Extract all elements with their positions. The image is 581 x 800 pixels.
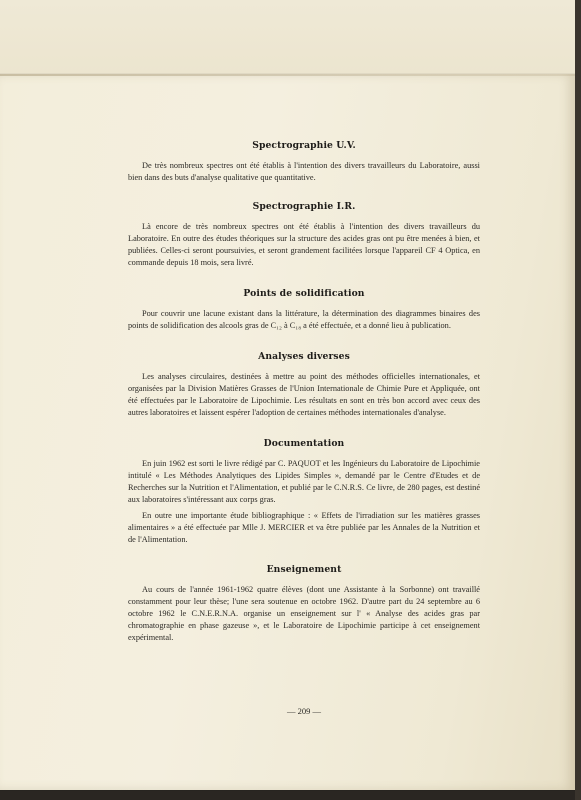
section-documentation [128, 438, 480, 546]
page-content [128, 140, 480, 648]
section-paragraph: De très nombreux spectres ont été établis à l'intention des divers travailleurs du Laboratoire, aussi bien dans des buts d'analyse qualitative que quantitative. [128, 161, 480, 182]
section-paragraph: Pour couvrir une lacune existant dans la littérature, la détermination des diagrammes binaires des points de solidification des alcools gras de C₁₂ à C₁₈ a été effectuée, et a donné lieu à publication. [128, 309, 480, 330]
section-title: Spectrographie U.V. [252, 140, 356, 151]
page-top-edge [0, 0, 581, 74]
section-title: Points de solidification [243, 288, 365, 299]
section-analyses-diverses [128, 351, 480, 419]
section-paragraph: Les analyses circulaires, destinées à mettre au point des méthodes officielles internationales, et organisées par la Division Matières Grasses de l'Union Internationale de Chimie Pure et Appliquée, ont été effectuées par le Laboratoire de Lipochimie. Les résultats en sont en très bon accord avec ceux des autres laboratoires et laissent espérer l'adoption de certaines méthodes internationales d'analyse. [128, 372, 480, 417]
section-spectrographie-uv [128, 140, 480, 184]
section-title: Documentation [263, 438, 345, 449]
section-points-solidification [128, 288, 480, 332]
section-title: Analyses diverses [258, 351, 350, 362]
page-number: — 209 — [287, 706, 321, 716]
scan-right-edge [575, 0, 581, 800]
section-paragraph: Au cours de l'année 1961-1962 quatre élèves (dont une Assistante à la Sorbonne) ont travaillé constamment pour leur thèse; l'une sera soutenue en octobre 1962. D'autre part du 24 septembre au 6 octobre 1962 le C.N.E.R.N.A. organise un enseignement sur l' « Analyse des acides gras par chromatographie en phase gazeuse », et le Laboratoire de Lipochimie participe à cet enseignement expérimental. [128, 585, 480, 642]
section-title: Spectrographie I.R. [252, 201, 356, 212]
section-paragraph: Là encore de très nombreux spectres ont été établis à l'intention des divers travailleurs du Laboratoire. En outre des études théoriques sur la structure des acides gras ont pu être menées à bien, et publiées. Celles-ci seront poursuivies, et seront grandement facilitées lorsque l'appareil CF 4 Optica, en commande depuis 18 mois, sera livré. [128, 222, 480, 267]
section-paragraph: En juin 1962 est sorti le livre rédigé par C. PAQUOT et les Ingénieurs du Laboratoire de Lipochimie intitulé « Les Méthodes Analytiques des Lipides Simples », demandé par le Centre d'Etudes et de Recherches sur la Nutrition et l'Alimentation, et publié par le C.N.R.S. Ce livre, de 280 pages, est destiné aux laboratoires s'intéressant aux corps gras. [128, 459, 480, 504]
section-enseignement [128, 564, 480, 644]
section-paragraph: En outre une importante étude bibliographique : « Effets de l'irradiation sur les matières grasses alimentaires » a été effectuée par Mlle J. MERCIER et va être publiée par les Annales de la Nutrition et de l'Alimentation. [128, 511, 480, 544]
section-spectrographie-ir [128, 201, 480, 269]
page-fold-line [0, 74, 581, 76]
section-title: Enseignement [266, 564, 342, 575]
